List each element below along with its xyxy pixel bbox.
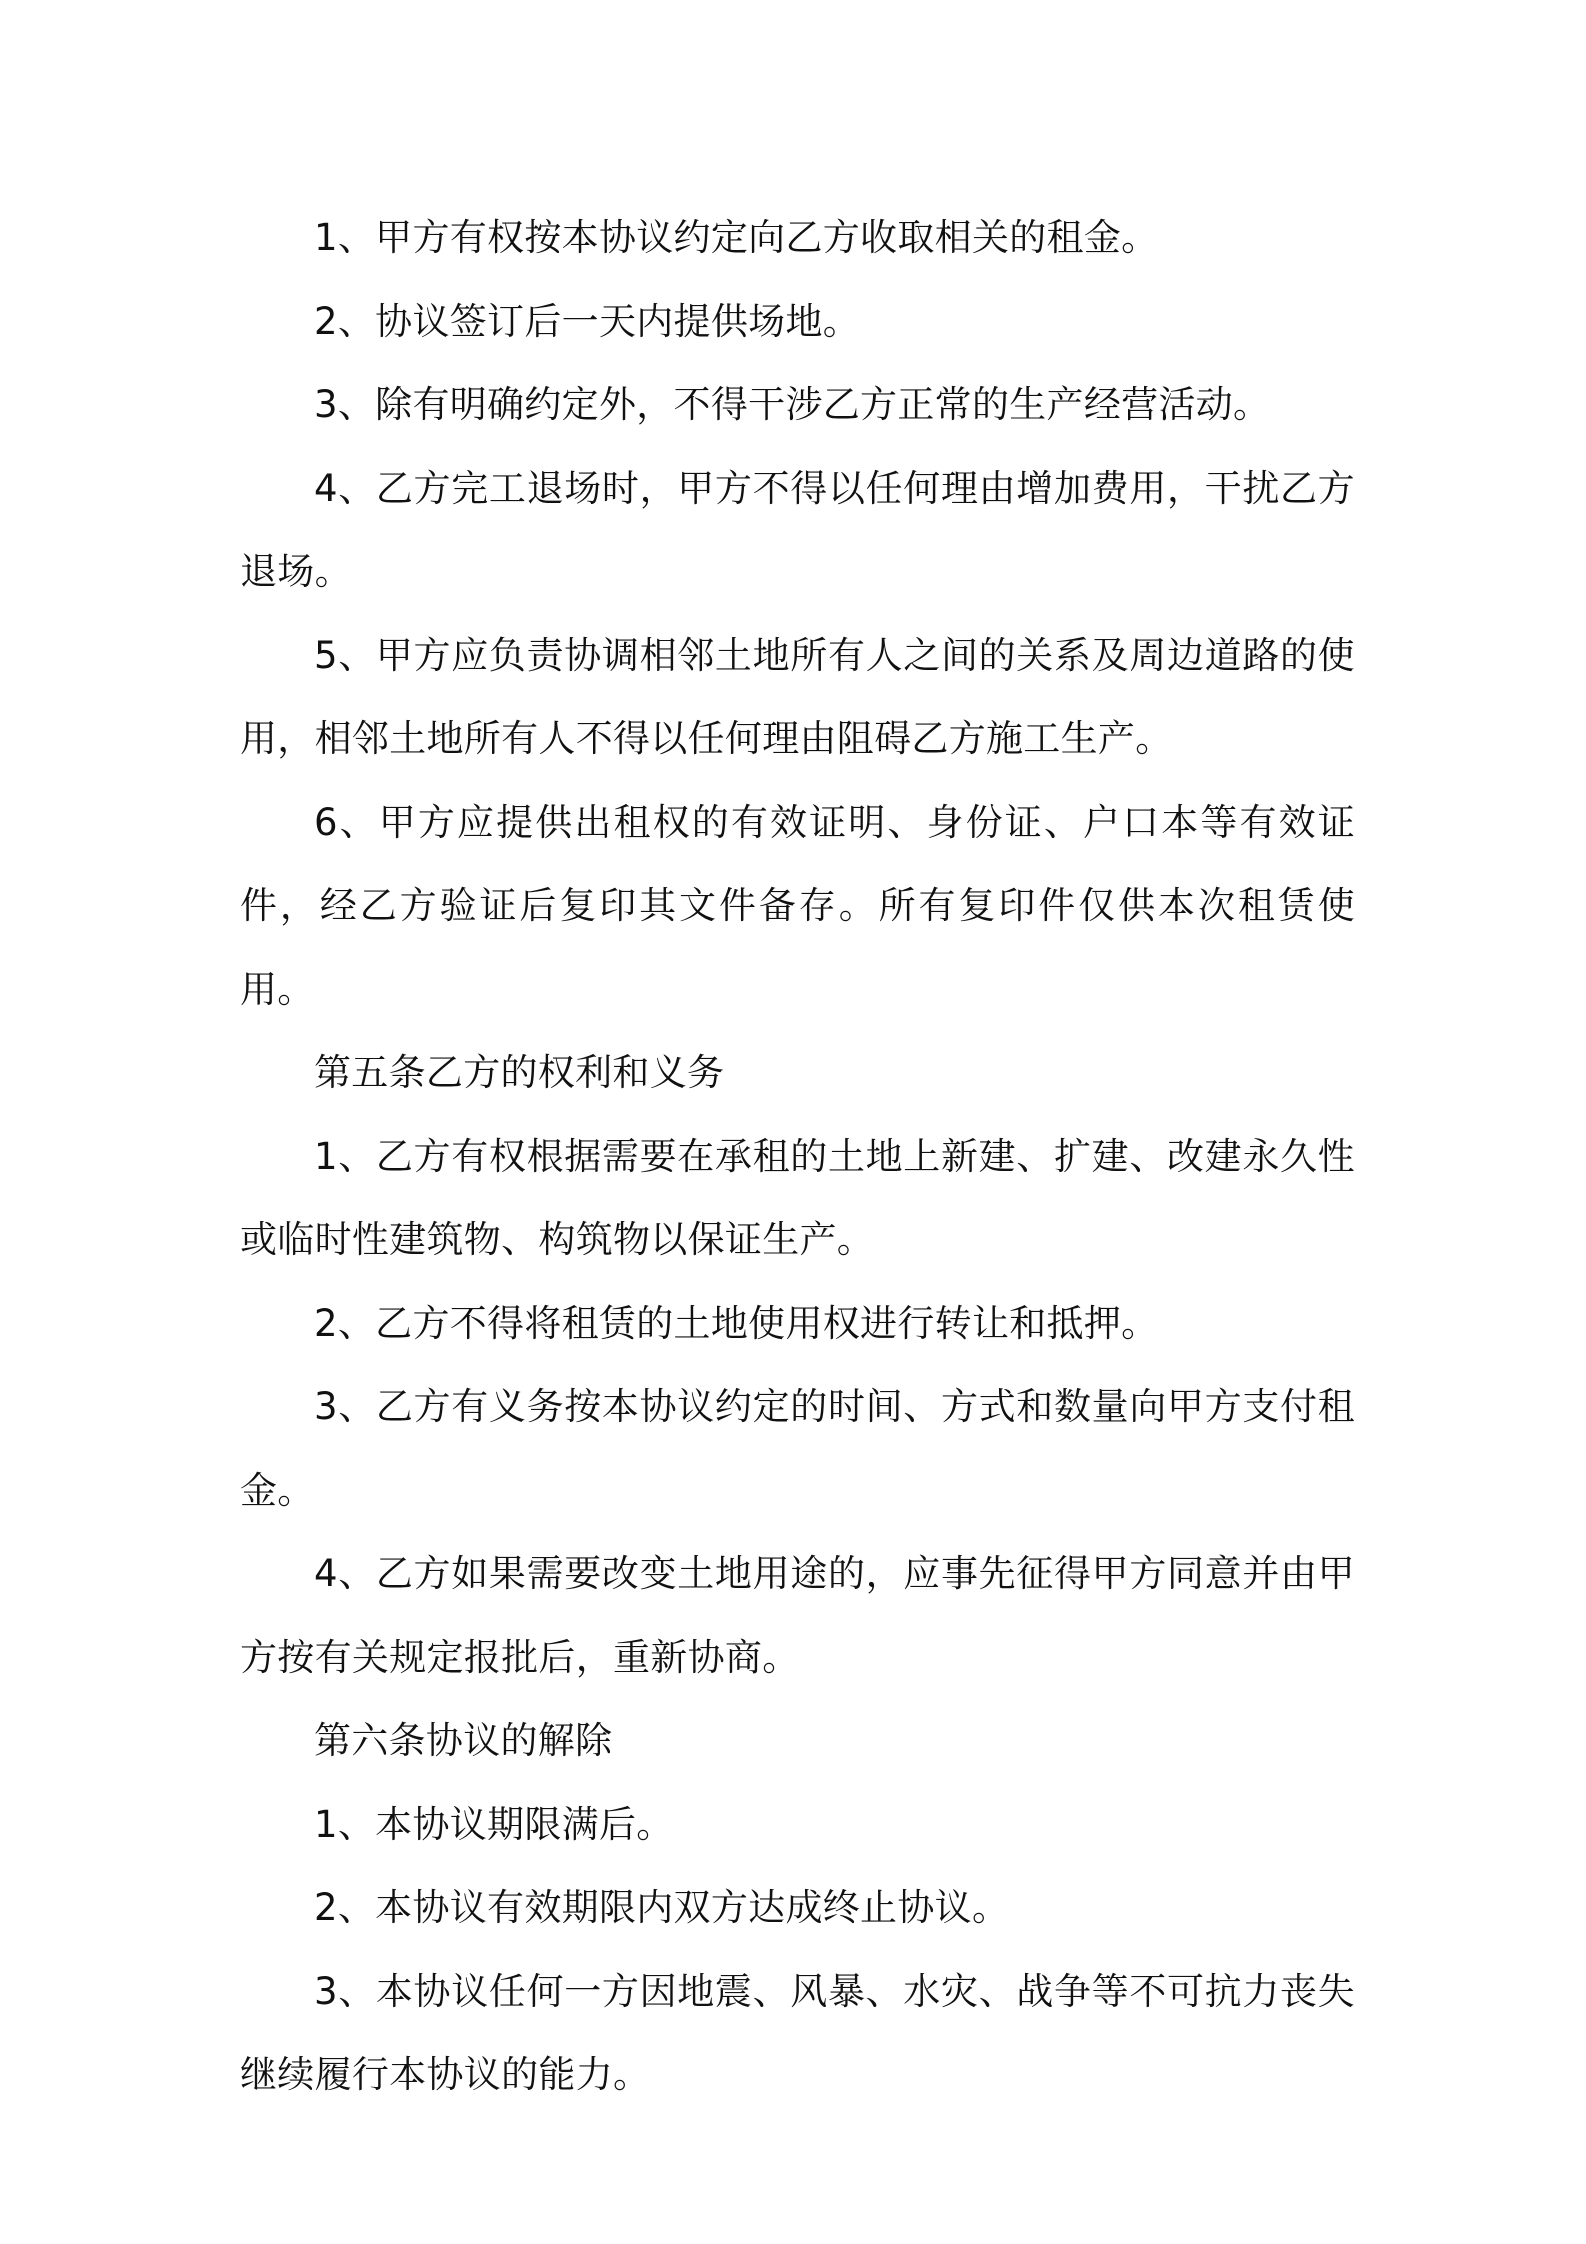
clause-party-b-1: 1、乙方有权根据需要在承租的土地上新建、扩建、改建永久性或临时性建筑物、构筑物以保证生产。: [240, 1134, 1355, 1261]
clause-party-a-5: 5、甲方应负责协调相邻土地所有人之间的关系及周边道路的使用，相邻土地所有人不得以任何理由阻碍乙方施工生产。: [240, 633, 1355, 760]
clause-termination-3: 3、本协议任何一方因地震、风暴、水灾、战争等不可抗力丧失继续履行本协议的能力。: [240, 1969, 1355, 2096]
clause-party-a-4: 4、乙方完工退场时，甲方不得以任何理由增加费用，干扰乙方退场。: [240, 466, 1355, 593]
clause-party-b-2: 2、乙方不得将租赁的土地使用权进行转让和抵押。: [314, 1301, 1159, 1345]
clause-party-a-1: 1、甲方有权按本协议约定向乙方收取相关的租金。: [314, 216, 1159, 259]
article-5-heading: 第五条乙方的权利和义务: [314, 1051, 725, 1094]
article-6-heading: 第六条协议的解除: [314, 1719, 613, 1762]
clause-party-a-3: 3、除有明确约定外，不得干涉乙方正常的生产经营活动。: [314, 383, 1271, 426]
document-body: [240, 196, 1355, 2117]
clause-party-b-3: 3、乙方有义务按本协议约定的时间、方式和数量向甲方支付租金。: [240, 1385, 1355, 1512]
clause-termination-2: 2、本协议有效期限内双方达成终止协议。: [314, 1886, 1010, 1929]
clause-party-a-6: 6、甲方应提供出租权的有效证明、身份证、户口本等有效证件，经乙方验证后复印其文件备存。所有复印件仅供本次租赁使用。: [240, 800, 1355, 1011]
clause-termination-1: 1、本协议期限满后。: [314, 1802, 674, 1846]
clause-party-b-4: 4、乙方如果需要改变土地用途的，应事先征得甲方同意并由甲方按有关规定报批后，重新协商。: [240, 1552, 1355, 1679]
clause-party-a-2: 2、协议签订后一天内提供场地。: [314, 299, 861, 343]
